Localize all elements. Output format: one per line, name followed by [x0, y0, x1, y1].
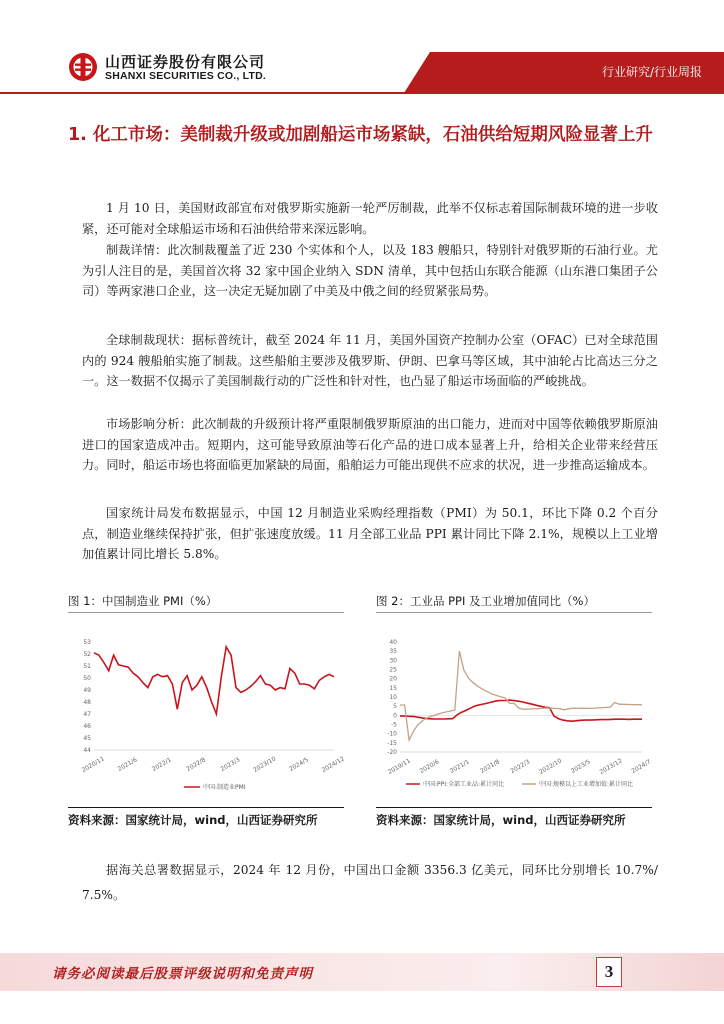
figure-1-source: 资料来源：国家统计局，wind，山西证券研究所: [68, 813, 318, 827]
c1-ytick-label: 46: [83, 723, 91, 730]
c1-ytick-label: 44: [83, 747, 91, 754]
c1-xtick-label: 2024/5: [288, 756, 310, 774]
ppi-series-line: [400, 700, 642, 721]
c2-ytick-label: 40: [389, 639, 397, 646]
c2-xtick-label: 2024/7: [630, 758, 653, 776]
c1-xtick-label: 2023/10: [252, 755, 278, 774]
company-name-cn: 山西证券股份有限公司: [105, 53, 266, 71]
paragraph-intro: 1 月 10 日，美国财政部宣布对俄罗斯实施新一轮严厉制裁，此举不仅标志着国际制裁环境的进一步收紧，还可能对全球船运市场和石油供给带来深远影响。: [82, 201, 658, 236]
paragraph-exports: 据海关总署数据显示，2024 年 12 月份，中国出口金额 3356.3 亿美元，同环比分别增长 10.7%/ 7.5%。: [82, 863, 658, 902]
paragraph-global-sanctions: 全球制裁现状：据标普统计，截至 2024 年 11 月，美国外国资产控制办公室（OFAC）已对全球范围内的 924 艘船舶实施了制裁。这些船舶主要涉及俄罗斯、伊朗、巴拿马等区域，其中油轮占比高达三分之一。这一数据不仅揭示了美国制裁行动的广泛性和针对性，也凸显了船运市场面临的严峻挑战。: [82, 333, 658, 388]
figure-2-source: 资料来源：国家统计局，wind，山西证券研究所: [376, 813, 626, 827]
pmi-line-chart: [76, 620, 346, 810]
c1-xtick-label: 2020/11: [80, 755, 106, 774]
ppi-industry-line-chart: [384, 620, 653, 810]
footer-disclaimer: 请务必阅读最后股票评级说明和免责声明: [52, 966, 313, 982]
company-name-en: SHANXI SECURITIES CO., LTD.: [105, 70, 266, 82]
ppi-legend-label: 中国:PPI:全部工业品:累计同比: [423, 781, 505, 788]
page-number: 3: [596, 957, 622, 987]
c1-xtick-label: 2022/1: [150, 756, 173, 774]
paragraph-sanction-details: 制裁详情：此次制裁覆盖了近 230 个实体和个人，以及 183 艘船只，特别针对俄罗斯的石油行业。尤为引人注目的是，美国首次将 32 家中国企业纳入 SDN 清单，其中包括山东联合能源（山东港口集团子公司）等两家港口企业，这一决定无疑加剧了中美及中俄之间的经贸紧张局势。: [82, 243, 658, 298]
c2-ytick-label: -20: [387, 749, 397, 756]
paragraph-market-impact: 市场影响分析：此次制裁的升级预计将严重限制俄罗斯原油的出口能力，进而对中国等依赖俄罗斯原油进口的国家造成冲击。短期内，这可能导致原油等石化产品的进口成本显著上升，给相关企业带来经营压力。同时，船运市场也将面临更加紧缺的局面，船舶运力可能出现供不应求的状况，进一步推高运输成本。: [82, 417, 658, 472]
industry-value-added-series-line: [400, 651, 642, 740]
c1-ytick-label: 45: [83, 735, 91, 742]
c1-xtick-label: 2022/8: [185, 756, 207, 774]
c2-ytick-label: 10: [389, 694, 397, 701]
c1-xtick-label: 2024/12: [320, 755, 346, 774]
c1-ytick-label: 51: [83, 663, 91, 670]
c1-ytick-label: 52: [83, 651, 91, 658]
c2-xtick-label: 2019/11: [386, 757, 412, 776]
figure-2-top-rule: [376, 612, 652, 613]
c1-xtick-label: 2023/3: [219, 756, 242, 774]
c1-ytick-label: 47: [83, 711, 91, 718]
industry-legend-label: 中国:规模以上工业增加值:累计同比: [539, 781, 634, 788]
report-type-label: 行业研究/行业周报: [601, 65, 702, 79]
c2-ytick-label: 0: [393, 712, 397, 720]
c2-ytick-label: 30: [389, 657, 397, 665]
figure-2-caption: 图 2：工业品 PPI 及工业增加值同比（%）: [376, 594, 595, 608]
c2-xtick-label: 2021/8: [479, 758, 501, 776]
header-divider: [0, 92, 724, 94]
figure-1-bottom-rule: [68, 807, 344, 808]
c1-ytick-label: 50: [83, 675, 91, 682]
paragraph-pmi-stats: 国家统计局发布数据显示，中国 12 月制造业采购经理指数（PMI）为 50.1，环比下降 0.2 个百分点，制造业继续保持扩张，但扩张速度放缓。11 月全部工业品 PPI 累计同比下降 2.1%，规模以上工业增加值累计同比增长 5.8%。: [82, 506, 658, 561]
c2-xtick-label: 2021/1: [448, 758, 471, 776]
figure-1-caption: 图 1：中国制造业 PMI（%）: [68, 594, 218, 608]
c2-ytick-label: -15: [387, 739, 397, 747]
c2-ytick-label: -5: [391, 721, 397, 729]
c2-ytick-label: 20: [389, 675, 397, 683]
c2-xtick-label: 2020/6: [418, 758, 441, 776]
c2-ytick-label: 5: [393, 703, 397, 711]
c2-xtick-label: 2023/5: [569, 758, 592, 776]
c1-ytick-label: 48: [83, 699, 91, 706]
c2-xtick-label: 2022/10: [537, 757, 564, 776]
figure-1-top-rule: [68, 612, 344, 613]
c2-ytick-label: -10: [387, 730, 397, 738]
c1-ytick-label: 53: [83, 639, 91, 646]
c2-xtick-label: 2022/3: [509, 758, 532, 776]
pmi-series-line: [94, 647, 334, 714]
c2-ytick-label: 25: [389, 666, 397, 674]
pmi-legend-label: 中国:制造业PMI: [203, 784, 246, 791]
c1-xtick-label: 2021/6: [116, 756, 139, 774]
c2-ytick-label: 15: [389, 684, 397, 692]
c2-xtick-label: 2023/12: [598, 757, 624, 776]
c2-ytick-label: 35: [389, 648, 397, 656]
c1-ytick-label: 49: [83, 687, 91, 694]
figure-2-bottom-rule: [376, 807, 652, 808]
logo-icon: [68, 52, 98, 82]
section-title: 1. 化工市场：美制裁升级或加剧船运市场紧缺，石油供给短期风险显著上升: [68, 125, 653, 145]
